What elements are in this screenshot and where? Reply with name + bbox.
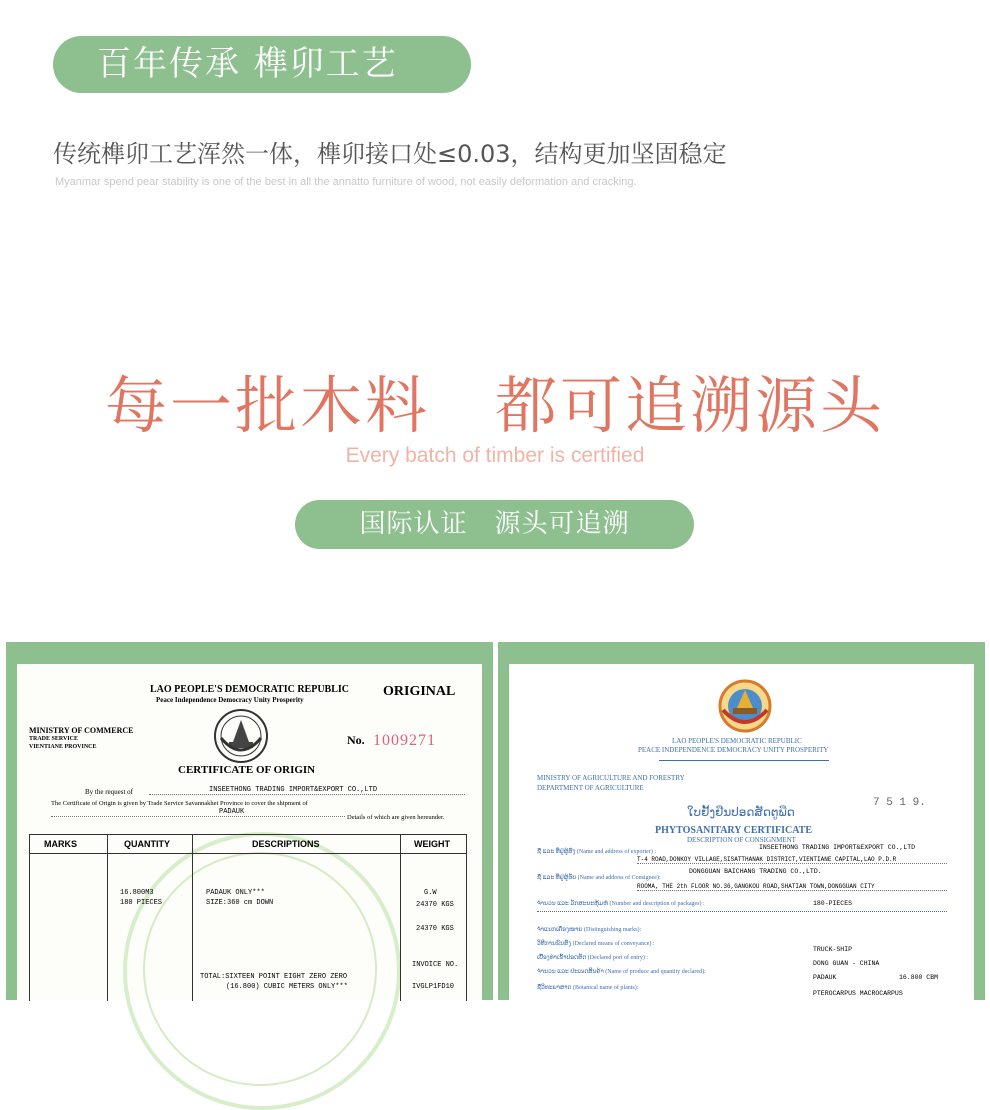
phyto-ministry: MINISTRY OF AGRICULTURE AND FORESTRY: [537, 774, 685, 782]
phyto-consignee-address: ROOMA, THE 2th FLOOR NO.36,GANGKOU ROAD,SHATIAN TOWN,DONGGUAN CITY: [637, 883, 947, 891]
phyto-title: PHYTOSANITARY CERTIFICATE: [655, 825, 813, 836]
cell-invoice-label: INVOICE NO.: [412, 961, 459, 969]
origin-no-label: No.: [347, 733, 365, 747]
phyto-subtitle: DESCRIPTION OF CONSIGNMENT: [687, 836, 796, 844]
cell-quantity-volume: 16.800M3: [120, 889, 154, 897]
cell-weight-gross: 24370 KGS: [416, 901, 454, 909]
phyto-conveyance: TRUCK-SHIP: [813, 946, 853, 953]
cell-description-product: PADAUK ONLY***: [206, 889, 265, 897]
cell-invoice-no: IVGLP1FD10: [412, 983, 455, 991]
origin-requester: INSEETHONG TRADING IMPORT&EXPORT CO.,LTD: [149, 786, 465, 795]
phyto-exporter-address: T-4 ROAD,DONKOY VILLAGE,SISATTHANAK DISTRICT,VIENTIANE CAPITAL,LAO P.D.R: [637, 856, 947, 864]
phyto-lao-title: ໃບຢັ້ງຢືນປອດສັດຕູພືດ: [687, 805, 795, 819]
top-banner-title: 百年传承 榫卯工艺: [97, 44, 398, 84]
cell-total-line2: (16.800) CUBIC METERS ONLY***: [226, 983, 348, 991]
certificate-of-origin-frame: [6, 642, 493, 1000]
sub-banner-title: 国际认证 源头可追溯: [359, 509, 630, 539]
phyto-botanical-label: ຊື່ວິທະຍາສາດ (Botanical name of plants):: [537, 985, 639, 991]
phyto-quantity: 16.800 CBM: [899, 974, 939, 981]
top-banner: [53, 36, 471, 93]
phytosanitary-certificate-frame: [498, 642, 985, 1000]
phytosanitary-certificate: [509, 664, 974, 1000]
origin-product: PADAUK: [51, 808, 345, 817]
intro-text: 传统榫卯工艺浑然一体，榫卯接口处≤0.03，结构更加坚固稳定: [53, 140, 727, 168]
sub-banner: [295, 500, 694, 549]
origin-province: VIENTIANE PROVINCE: [29, 744, 97, 750]
lao-emblem-icon: [213, 708, 269, 764]
cell-total-line1: TOTAL:SIXTEEN POINT EIGHT ZERO ZERO: [200, 973, 348, 981]
phyto-entry: DONG GUAN - CHINA: [813, 960, 880, 967]
headline: 每一批木料 都可追溯源头: [104, 369, 885, 442]
phyto-marks-label: ຈຳແນກເຄື່ອງໝາຍ (Distinguishing marks):: [537, 927, 642, 933]
phyto-botanical: PTEROCARPUS MACROCARPUS: [813, 990, 903, 997]
phyto-entry-label: ເບື້ອງທ່າເຂົ້າປອດສັດ (Declared port of entry) :: [537, 955, 649, 961]
phyto-country: LAO PEOPLE'S DEMOCRATIC REPUBLIC: [672, 737, 802, 745]
cell-quantity-pieces: 180 PIECES: [120, 899, 163, 907]
origin-motto: Peace Independence Democracy Unity Prosperity: [156, 696, 304, 704]
origin-request-label: By the request of: [85, 788, 134, 796]
origin-number: 1009271: [373, 732, 436, 749]
phyto-consignee-name: DONGGUAN BAICHANG TRADING CO.,LTD.: [689, 868, 822, 875]
certificate-of-origin: [17, 664, 482, 1000]
origin-ministry: MINISTRY OF COMMERCE: [29, 726, 134, 735]
phyto-produce: PADAUK: [813, 974, 837, 981]
col-weight: WEIGHT: [414, 839, 450, 849]
origin-country: LAO PEOPLE'S DEMOCRATIC REPUBLIC: [150, 684, 350, 695]
cell-weight-label: G.W: [424, 889, 437, 897]
phyto-conveyance-label: ວິທີການຂົນສົ່ງ (Declared means of conveyance) :: [537, 941, 655, 947]
cell-description-size: SIZE:360 cm DOWN: [206, 899, 274, 907]
origin-given-text: The Certificate of Origin is given by Trade Service Savannakhet Province to cover the shipment of: [51, 800, 308, 807]
intro-english: Myanmar spend pear stability is one of the best in all the annatto furniture of wood, not easily deformation and cracking.: [55, 176, 637, 188]
phyto-packages: 180-PIECES: [813, 900, 853, 907]
phyto-department: DEPARTMENT OF AGRICULTURE: [537, 784, 644, 792]
col-marks: MARKS: [44, 839, 77, 849]
origin-service: TRADE SERVICE: [29, 736, 78, 742]
origin-copy-label: ORIGINAL: [383, 684, 456, 699]
col-descriptions: DESCRIPTIONS: [252, 839, 320, 849]
phyto-exporter-label: ຊື່ ແລະ ທີ່ຢູ່ຜູ້ສົ່ງ (Name and address of exporter) :: [537, 849, 657, 855]
origin-title: CERTIFICATE OF ORIGIN: [178, 764, 316, 776]
phyto-consignee-label: ຊື່ ແລະ ທີ່ຢູ່ຜູ້ຮັບ (Name and address of Consignee):: [537, 875, 661, 881]
phyto-exporter-name: INSEETHONG TRADING IMPORT&EXPORT CO.,LTD: [759, 844, 916, 851]
cell-weight-net: 24370 KGS: [416, 925, 454, 933]
origin-table: [29, 834, 467, 1001]
phyto-number: 7 5 1 9.: [873, 797, 926, 809]
origin-details-text: Details of which are given hereunder.: [347, 814, 445, 821]
phyto-motto: PEACE INDEPENDENCE DEMOCRACY UNITY PROSPERITY: [638, 746, 829, 754]
phyto-produce-label: ຈຳນວນ ແລະ ປະເພດສິນຄ້າ (Name of produce and quantity declared):: [537, 969, 706, 975]
headline-english: Every batch of timber is certified: [345, 444, 645, 467]
lao-emblem-color-icon: [717, 678, 773, 734]
col-quantity: QUANTITY: [124, 839, 170, 849]
phyto-packages-label: ຈຳນວນ ແລະ ລັກສະນະຫຸ້ມຫໍ່ (Number and description of packages) :: [537, 901, 705, 907]
